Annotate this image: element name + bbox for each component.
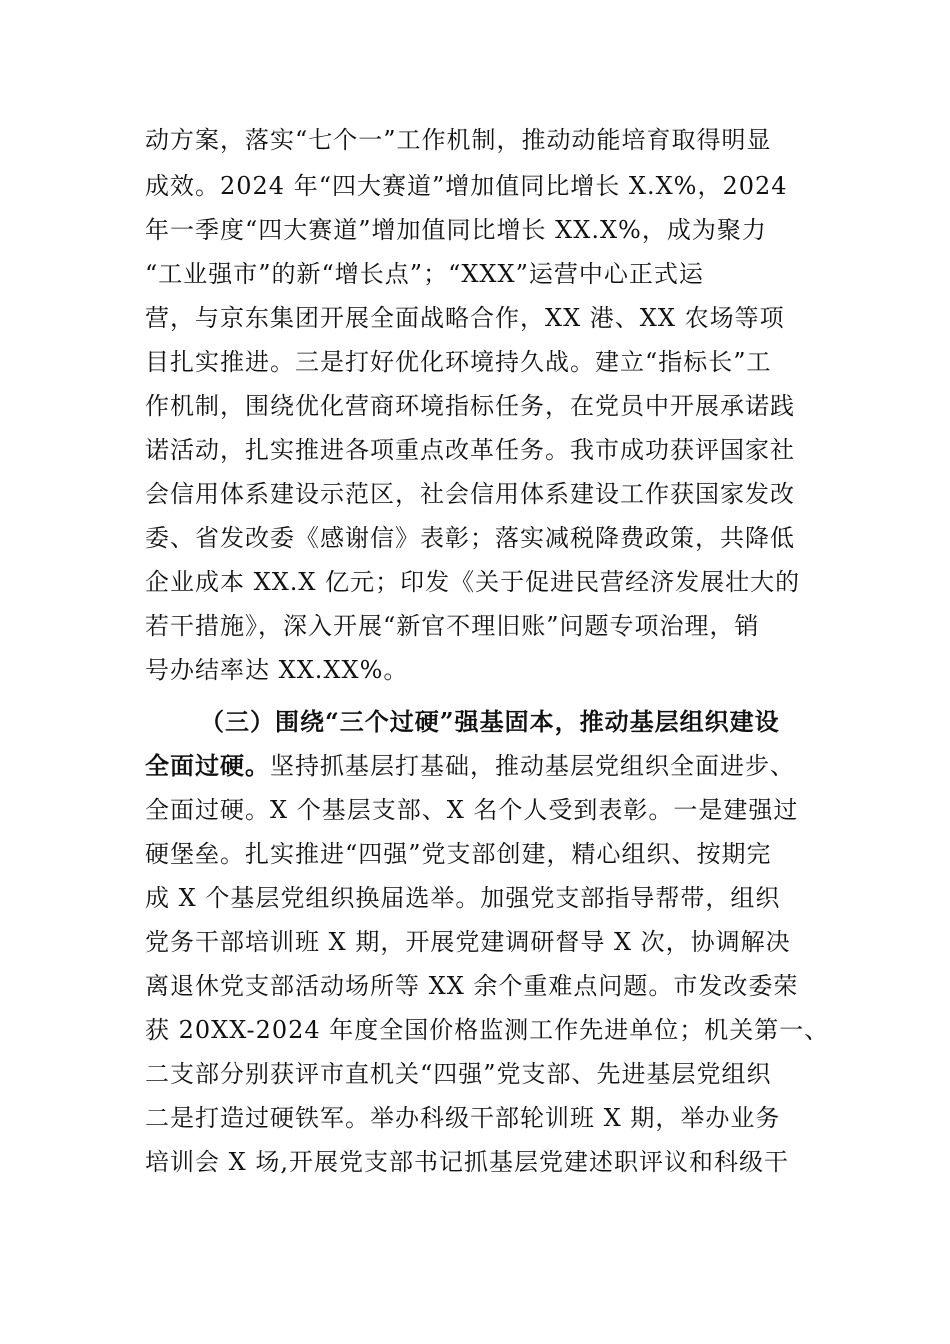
paragraph-line: 党务干部培训班 X 期，开展党建调研督导 X 次，协调解决 — [145, 928, 791, 956]
paragraph-line: 营，与京东集团开展全面战略合作，XX 港、XX 农场等项 — [145, 304, 785, 332]
paragraph-line: 年一季度“四大赛道”增加值同比增长 XX.X%，成为聚力 — [145, 216, 767, 244]
paragraph-line: 诺活动，扎实推进各项重点改革任务。我市成功获评国家社 — [145, 436, 795, 464]
paragraph-line: 获 20XX-2024 年度全国价格监测工作先进单位；机关第一、 — [145, 1016, 830, 1044]
paragraph-line: 号办结率达 XX.XX%。 — [145, 656, 409, 684]
section-heading-tail: 全面过硬。 — [145, 751, 270, 780]
paragraph-line: 若干措施》，深入开展“新官不理旧账”问题专项治理，销 — [145, 612, 760, 640]
paragraph-line: 培训会 X 场,开展党支部书记抓基层党建述职评议和科级干 — [145, 1148, 789, 1176]
paragraph-line: 全面过硬。X 个基层支部、X 名个人受到表彰。一是建强过 — [145, 796, 799, 824]
paragraph-line: “工业强市”的新“增长点”；“XXX”运营中心正式运 — [145, 260, 704, 288]
paragraph-line: 二是打造过硬铁军。举办科级干部轮训班 X 期，举办业务 — [145, 1104, 781, 1132]
paragraph-line: 目扎实推进。三是打好优化环境持久战。建立“指标长”工 — [145, 348, 772, 376]
paragraph-line: 硬堡垒。扎实推进“四强”党支部创建，精心组织、按期完 — [145, 840, 772, 868]
paragraph-line: 作机制，围绕优化营商环境指标任务，在党员中开展承诺践 — [145, 392, 795, 420]
paragraph-line: 企业成本 XX.X 亿元；印发《关于促进民营经济发展壮大的 — [145, 568, 801, 596]
section-heading-continuation — [145, 748, 795, 784]
paragraph-line: 动方案，落实“七个一”工作机制，推动动能培育取得明显 — [145, 126, 772, 154]
section-heading: （三）围绕“三个过硬”强基固本，推动基层组织建设 — [200, 707, 780, 736]
paragraph-line: 离退休党支部活动场所等 XX 余个重难点问题。市发改委荣 — [145, 972, 799, 1000]
paragraph-line: 委、省发改委《感谢信》表彰；落实减税降费政策，共降低 — [145, 524, 795, 552]
paragraph-line: 会信用体系建设示范区，社会信用体系建设工作获国家发改 — [145, 480, 795, 508]
paragraph-line: 成 X 个基层党组织换届选举。加强党支部指导帮带，组织 — [145, 884, 781, 912]
paragraph-line: 成效。2024 年“四大赛道”增加值同比增长 X.X%，2024 — [145, 172, 788, 200]
paragraph-line: 二支部分别获评市直机关“四强”党支部、先进基层党组织 — [145, 1060, 772, 1088]
section-body-text: 坚持抓基层打基础，推动基层党组织全面进步、 — [270, 752, 795, 780]
